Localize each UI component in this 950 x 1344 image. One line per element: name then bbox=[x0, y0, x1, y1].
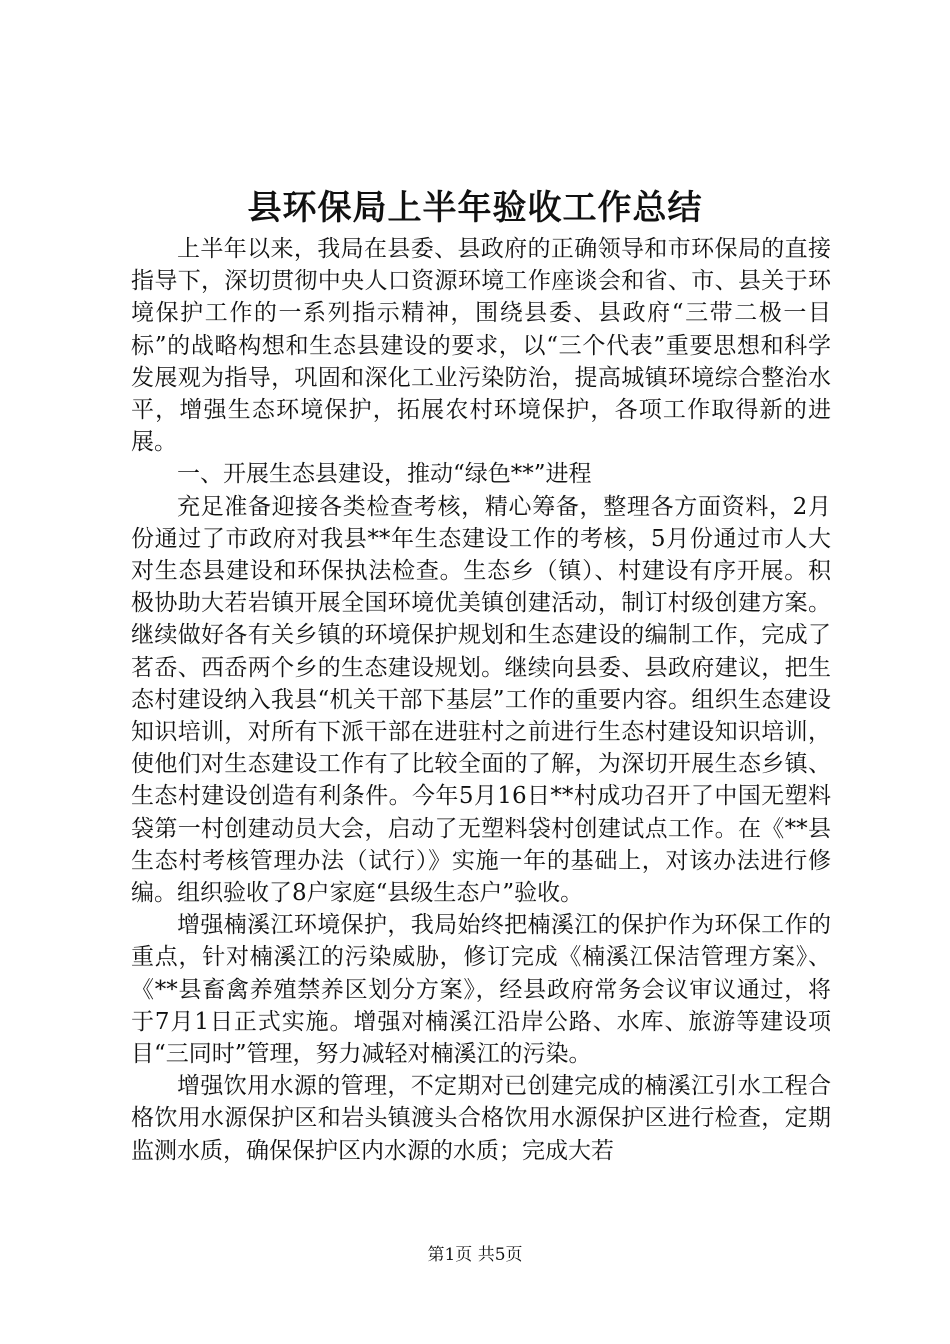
page-footer: 第1页 共5页 bbox=[427, 1245, 523, 1265]
body-paragraph: 增强饮用水源的管理，不定期对已创建完成的楠溪江引水工程合格饮用水源保护区和岩头镇渡头合格饮用水源保护区进行检查，定期监测水质，确保保护区内水源的水质；完成大若 bbox=[131, 1073, 831, 1164]
document-title: 县环保局上半年验收工作总结 bbox=[247, 188, 703, 228]
body-paragraph: 充足准备迎接各类检查考核，精心筹备，整理各方面资料，2月份通过了市政府对我县**年生态建设工作的考核，5月份通过市人大对生态县建设和环保执法检查。生态乡（镇）、村建设有序开展。积极协助大若岩镇开展全国环境优美镇创建活动，制订村级创建方案。继续做好各有关乡镇的环境保护规划和生态建设的编制工作，完成了茗岙、西岙两个乡的生态建设规划。继续向县委、县政府建议，把生态村建设纳入我县“机关干部下基层”工作的重要内容。组织生态建设知识培训，对所有下派干部在进驻村之前进行生态村建设知识培训，使他们对生态建设工作有了比较全面的了解，为深切开展生态乡镇、生态村建设创造有利条件。今年5月16日**村成功召开了中国无塑料袋第一村创建动员大会，启动了无塑料袋村创建试点工作。在《**县生态村考核管理办法（试行）》实施一年的基础上，对该办法进行修编。组织验收了8户家庭“县级生态户”验收。 bbox=[131, 493, 831, 907]
intro-paragraph: 上半年以来，我局在县委、县政府的正确领导和市环保局的直接指导下，深切贯彻中央人口资源环境工作座谈会和省、市、县关于环境保护工作的一系列指示精神，围绕县委、县政府“三带二极一目标”的战略构想和生态县建设的要求，以“三个代表”重要思想和科学发展观为指导，巩固和深化工业污染防治，提高城镇环境综合整治水平，增强生态环境保护，拓展农村环境保护，各项工作取得新的进展。 bbox=[131, 236, 831, 456]
section-heading: 一、开展生态县建设，推动“绿色**”进程 bbox=[177, 461, 592, 488]
document-body bbox=[131, 233, 831, 1167]
body-paragraph: 增强楠溪江环境保护，我局始终把楠溪江的保护作为环保工作的重点，针对楠溪江的污染威胁，修订完成《楠溪江保洁管理方案》、《**县畜禽养殖禁养区划分方案》，经县政府常务会议审议通过，将于7月1日正式实施。增强对楠溪江沿岸公路、水库、旅游等建设项目“三同时”管理，努力减轻对楠溪江的污染。 bbox=[131, 912, 831, 1068]
